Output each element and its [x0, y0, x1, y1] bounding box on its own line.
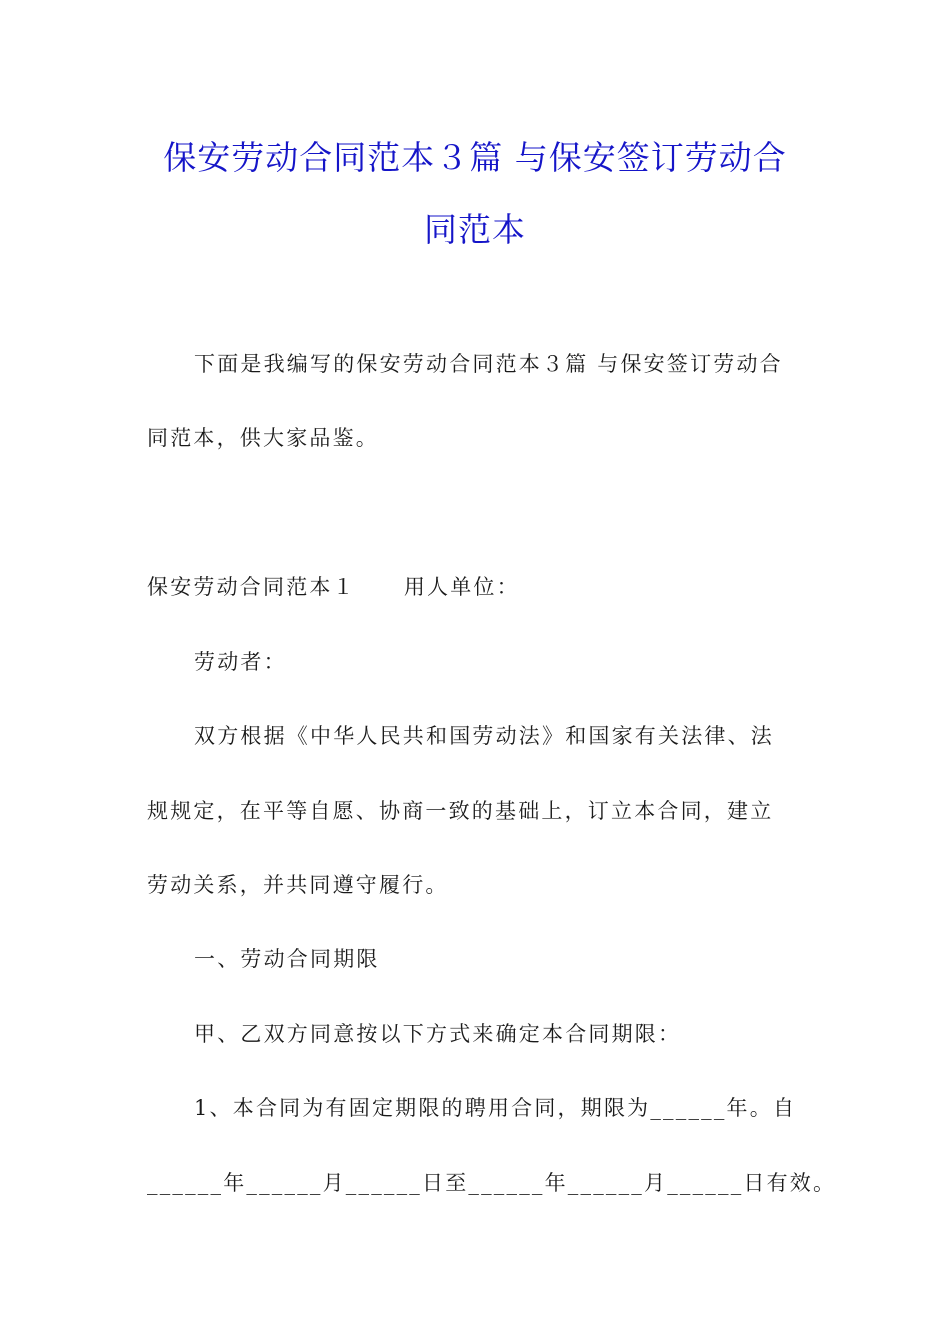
worker-label: 劳动者： [194, 650, 287, 674]
para1-line-2: 规规定，在平等自愿、协商一致的基础上，订立本合同，建立 [147, 799, 774, 823]
para1-line-1: 双方根据《中华人民共和国劳动法》和国家有关法律、法 [194, 724, 774, 748]
employer-label: 用人单位： [403, 575, 520, 599]
section-heading-row [147, 571, 520, 601]
document-title-line-1: 保安劳动合同范本３篇 与保安签订劳动合 [163, 138, 787, 177]
clause1-heading: 一、劳动合同期限 [194, 947, 380, 971]
section-heading: 保安劳动合同范本１ [147, 575, 356, 599]
item1-line-1: 1、本合同为有固定期限的聘用合同，期限为______年。自 [194, 1096, 797, 1120]
item1-line-2: ______年______月______日至______年______月______日有效。 [147, 1171, 837, 1195]
para1-line-3: 劳动关系，并共同遵守履行。 [147, 873, 449, 897]
intro-line-2: 同范本，供大家品鉴。 [147, 426, 379, 450]
intro-line-1: 下面是我编写的保安劳动合同范本３篇 与保安签订劳动合 [194, 352, 783, 376]
document-title-line-2: 同范本 [424, 210, 526, 249]
clause1-intro: 甲、乙双方同意按以下方式来确定本合同期限： [194, 1022, 682, 1046]
